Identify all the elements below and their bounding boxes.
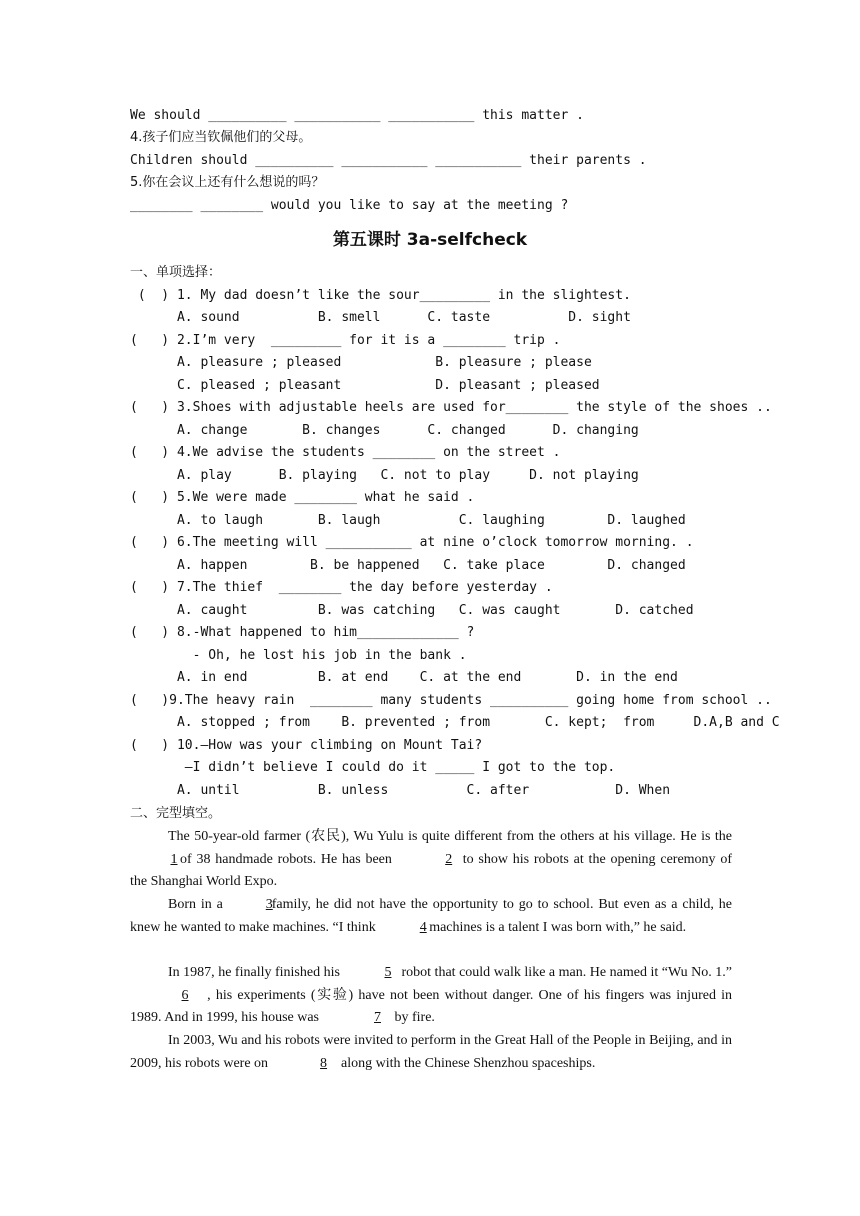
cloze-blank-4: 4 (419, 919, 427, 935)
mc-question-9: ( )9.The heavy rain ________ many students __________ going home from school .. (130, 693, 772, 708)
exercise-line-5: ________ ________ would you like to say at the meeting ? (130, 198, 569, 213)
mc-question-10-reply: —I didn’t believe I could do it _____ I got to the top. (130, 760, 616, 775)
cloze-paragraph-1 (130, 826, 732, 894)
mc-options-2b: C. pleased ; pleasant D. pleasant ; pleased (130, 378, 600, 393)
mc-options-2a: A. pleasure ; pleased B. pleasure ; please (130, 355, 592, 370)
mc-options-5: A. to laugh B. laugh C. laughing D. laughed (130, 513, 686, 528)
passage-text: machines is a talent I was born with,” he said. (429, 919, 687, 935)
exercise-prompt-4: 4.孩子们应当钦佩他们的父母。 (130, 130, 312, 145)
mc-question-8: ( ) 8.-What happened to him_____________ ? (130, 625, 475, 640)
cloze-paragraph-3 (130, 962, 732, 1030)
cloze-blank-1: 1 (170, 851, 178, 867)
passage-text: Born in a (168, 897, 228, 912)
passage-text: robot that could walk like a man. He named it “Wu No. 1.” (397, 965, 732, 980)
mc-question-2: ( ) 2.I’m very _________ for it is a ________ trip . (130, 333, 561, 348)
exercise-prompt-5: 5.你在会议上还有什么想说的吗？ (130, 175, 325, 190)
mc-options-6: A. happen B. be happened C. take place D. changed (130, 558, 686, 573)
mc-options-8: A. in end B. at end C. at the end D. in the end (130, 670, 678, 685)
mc-question-10: ( ) 10.—How was your climbing on Mount Tai? (130, 738, 483, 753)
mc-question-1: ( ) 1. My dad doesn’t like the sour_________ in the slightest. (130, 288, 631, 303)
passage-text: along with the Chinese Shenzhou spaceships. (337, 1055, 596, 1071)
passage-text: family, he did not have the opportunity to go to school. But even as a child, he knew he wanted to make machines. “I think (130, 897, 732, 935)
lesson-title (0, 227, 860, 253)
cloze-blank-2: 2 (445, 851, 453, 867)
passage-text: In 2003, Wu and his robots were invited to perform in the Great Hall of the People in Beijing, and in 2009, his robots were on (130, 1033, 732, 1071)
mc-options-1: A. sound B. smell C. taste D. sight (130, 310, 631, 325)
mc-question-4: ( ) 4.We advise the students ________ on the street . (130, 445, 561, 460)
mc-options-3: A. change B. changes C. changed D. changing (130, 423, 639, 438)
passage-text: to show his robots at the opening ceremony of the Shanghai World Expo. (130, 851, 733, 890)
section-heading-multiple-choice: 一、单项选择： (130, 265, 222, 280)
cloze-blank-5: 5 (384, 965, 392, 980)
mc-question-6: ( ) 6.The meeting will ___________ at nine o’clock tomorrow morning. . (130, 535, 694, 550)
exercise-line-4: Children should __________ ___________ ___________ their parents . (130, 153, 647, 168)
passage-text: In 1987, he finally finished his (168, 965, 340, 980)
passage-text: of 38 handmade robots. He has been (180, 851, 397, 867)
cloze-paragraph-2 (130, 894, 732, 939)
cloze-paragraph-4 (130, 1030, 732, 1075)
passage-text: , his experiments (实验) have not been without danger. One of his fingers was injured in 1989. And in 1999, his house was (130, 987, 732, 1026)
section-heading-cloze: 二、完型填空。 (130, 806, 222, 821)
mc-question-5: ( ) 5.We were made ________ what he said . (130, 490, 475, 505)
mc-question-8-reply: - Oh, he lost his job in the bank . (130, 648, 467, 663)
mc-question-3: ( ) 3.Shoes with adjustable heels are used for________ the style of the shoes .. (130, 400, 772, 415)
mc-options-4: A. play B. playing C. not to play D. not playing (130, 468, 639, 483)
cloze-blank-7: 7 (374, 1010, 381, 1026)
mc-options-7: A. caught B. was catching C. was caught D. catched (130, 603, 694, 618)
mc-options-9: A. stopped ; from B. prevented ; from C. kept; from D.A,B and C (130, 715, 780, 730)
passage-text: The 50-year-old farmer (农民), Wu Yulu is quite different from the others at his village. He is the (168, 829, 732, 844)
cloze-blank-6: 6 (181, 987, 189, 1003)
lesson-title-text: 第五课时 3a-selfcheck (332, 230, 528, 250)
mc-question-7: ( ) 7.The thief ________ the day before yesterday . (130, 580, 553, 595)
cloze-blank-3: 3 (265, 897, 273, 912)
mc-options-10: A. until B. unless C. after D. When (130, 783, 671, 798)
exercise-line-3: We should __________ ___________ ___________ this matter . (130, 108, 584, 123)
cloze-blank-8: 8 (320, 1055, 328, 1071)
passage-text: by fire. (394, 1010, 435, 1026)
